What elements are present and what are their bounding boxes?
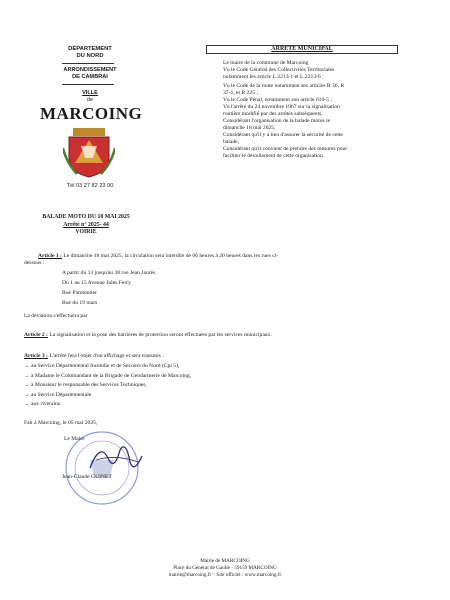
deviation-text: La déviation s'effectuera par <box>24 313 88 319</box>
article-2-text: La signalisation et la pose des barrières de protection seront effectuées par les services municipaux. <box>47 332 272 338</box>
preamble-line: Vu l'arrêté du 24 novembre 1967 sur la signalisation <box>223 104 340 110</box>
recipient-list <box>24 362 191 410</box>
coat-of-arms-logo <box>63 128 115 178</box>
preamble-line: dimanche 18 mai 2025, <box>223 125 276 131</box>
arrete-title-box <box>206 45 398 54</box>
street-item: Du 1 au 15 Avenue Jules Ferry <box>62 280 131 286</box>
preamble-line: notamment les article L.2213-1 et L.2213-6 ; <box>223 74 324 80</box>
preamble-line: Considérant l'organisation de la balade motos le <box>223 118 331 124</box>
preamble-line: routière modifié par des arrêtés subséquents, <box>223 111 323 117</box>
article-2-label: Article 2 : <box>24 332 48 338</box>
street-list <box>62 270 155 307</box>
nord-label: DU NORD <box>76 53 104 59</box>
commune-name: MARCOING <box>40 104 143 123</box>
article-3-text: L'arrêté fera l'objet d'un affichage et sera transmis : <box>47 353 164 359</box>
subject-category: VOIRIE <box>75 229 97 235</box>
street-item: A partir du 13 jusqu'au 38 rue Jean Jaurès <box>62 270 156 276</box>
arrete-number: Arrêté n° 2025- 44 <box>63 221 109 228</box>
recipient-item: → au Service Départementale <box>24 391 92 398</box>
preamble <box>223 60 347 160</box>
article-1 <box>24 253 279 267</box>
footer-line: Place du Général de Gaulle · 59159 MARCOING <box>173 565 277 571</box>
article-3 <box>24 353 164 360</box>
mayor-role: Le Maire <box>64 436 85 442</box>
recipient-item: → au Service Départemental Incendie et de Secours du Nord (Cpi 5), <box>24 363 180 369</box>
arrondissement-label: ARRONDISSEMENT <box>63 67 117 73</box>
arrete-title: ARRETE MUNICIPAL <box>271 46 333 52</box>
street-item: Rue Parmentier <box>62 290 97 296</box>
street-item: Rue du 19 mars <box>62 300 98 306</box>
preamble-line: 37-1, et R 225 ; <box>223 90 258 96</box>
divider <box>62 84 114 85</box>
preamble-line: Considérant qu'il convient de prendre des mesures pour <box>223 146 348 152</box>
footer <box>0 558 450 579</box>
phone-number: Tél 03 27 82 23 00 <box>66 183 114 189</box>
article-2 <box>24 332 272 339</box>
handwritten-signature <box>86 438 146 478</box>
recipient-item: → à Madame le Commandant de la Brigade de Gendarmerie de Marcoing, <box>24 372 192 379</box>
preamble-line: Vu le Code Pénal, notamment son article 610-5 ; <box>223 97 332 103</box>
footer-line: Mairie de MARCOING <box>200 558 250 564</box>
divider <box>62 63 114 64</box>
ville-label: VILLE <box>82 90 98 96</box>
cambrai-label: DE CAMBRAI <box>72 74 108 80</box>
footer-line: mairie@marcoing.fr – Site officiel : www.marcoing.fr <box>168 572 282 578</box>
article-1-line <box>38 253 278 260</box>
preamble-line: Le maire de la commune de Marcoing <box>223 60 309 66</box>
mayor-name: Jean-Claude GUINET <box>62 474 112 480</box>
ville-block <box>40 90 140 104</box>
article-1-label: Article 1 : <box>38 253 62 259</box>
preamble-line: faciliter le déroulement de cette organisation. <box>223 153 325 159</box>
subject-title: BALADE MOTO DU 18 MAI 2025 <box>42 214 130 220</box>
header-block <box>40 46 140 60</box>
recipient-item: → aux riverains. <box>24 401 62 407</box>
preamble-line: balade, <box>223 139 239 145</box>
preamble-line: Vu le Code Général des Collectivités Territoriales <box>223 67 335 73</box>
place-date: Fait à Marcoing, le 05 mai 2025, <box>24 420 98 426</box>
preamble-line: Considérant qu'il y a lieu d'assurer la sécurité de cette <box>223 132 343 138</box>
recipient-item: → à Monsieur le responsable des Services Techniques, <box>24 382 147 388</box>
article-1-line: dessous : <box>24 260 45 266</box>
departement-label: DÉPARTEMENT <box>68 46 112 52</box>
arrondissement-block <box>40 67 140 81</box>
subject-block <box>24 214 148 237</box>
article-3-label: Article 3 : <box>24 353 48 359</box>
de-label: de <box>86 97 94 103</box>
preamble-line: Vu le Code de la route notamment ses articles R 36, R <box>223 83 345 89</box>
article-1-text: Le dimanche 18 mai 2025, la circulation sera interdite de 06 heures à 20 heures dans les rues ci- <box>61 253 279 259</box>
